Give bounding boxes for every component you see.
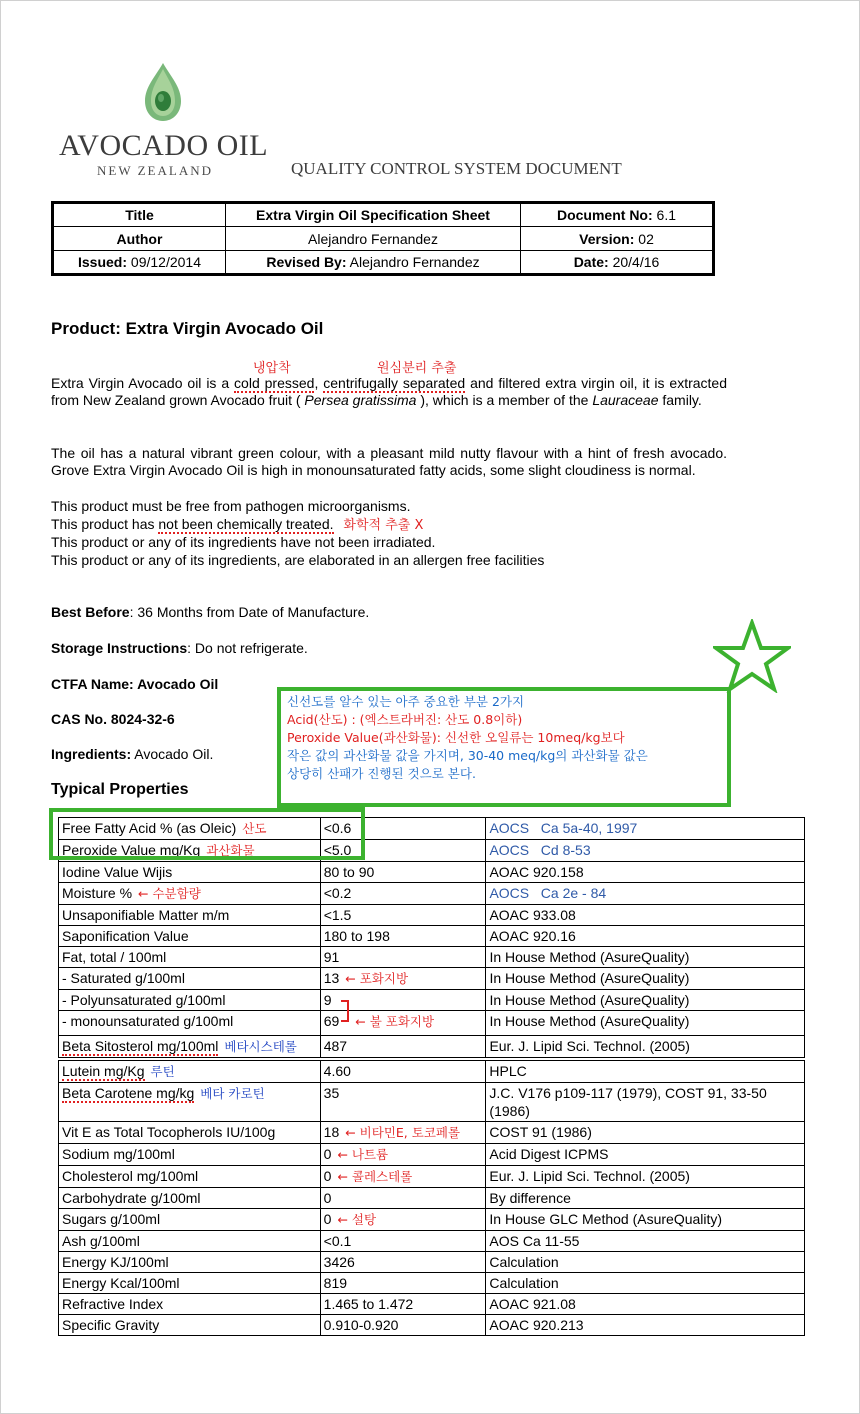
table-row (59, 862, 805, 883)
property-value: <0.2 (323, 885, 352, 901)
callout-line: 신선도를 알수 있는 아주 중요한 부분 2가지 (287, 694, 525, 709)
property-name: - Saturated g/100ml (62, 970, 185, 986)
statement-line: This product or any of its ingredients have not been irradiated. (51, 534, 436, 550)
method-cell (486, 1315, 805, 1336)
method-cell (486, 1273, 805, 1294)
property-name-cell (59, 1209, 321, 1231)
text: family. (658, 392, 702, 408)
cold-pressed-text: cold pressed (234, 375, 315, 391)
table-row (59, 1061, 805, 1083)
header-cell (521, 251, 714, 275)
method-text: Acid Digest ICPMS (489, 1146, 609, 1162)
table-row (59, 1315, 805, 1336)
property-name: Beta Carotene mg/kg (62, 1085, 195, 1101)
method-text: Eur. J. Lipid Sci. Technol. (2005) (489, 1038, 690, 1054)
method-cell (486, 947, 805, 968)
property-name: Energy Kcal/100ml (62, 1275, 180, 1291)
table-row (59, 883, 805, 905)
method-text: In House Method (AsureQuality) (489, 949, 690, 965)
intro-paragraph-1 (51, 375, 727, 409)
property-value: 0 (323, 1190, 332, 1206)
ctfa-name: CTFA Name: Avocado Oil (51, 676, 219, 692)
property-value-cell (320, 1144, 486, 1166)
property-name-cell (59, 905, 321, 926)
ingredients-label: Ingredients: (51, 746, 132, 762)
doc-no-value: 6.1 (656, 207, 677, 223)
value-annotation: ← 포화지방 (345, 971, 409, 986)
date-label: Date: (573, 254, 609, 270)
property-value-cell (320, 1122, 486, 1144)
property-name-cell (59, 1122, 321, 1144)
table-row (59, 1252, 805, 1273)
highlight-box (49, 808, 365, 860)
table-row (59, 1209, 805, 1231)
property-name: Vit E as Total Tocopherols IU/100g (62, 1124, 276, 1140)
species-name: Persea gratissima (304, 392, 417, 408)
property-annotation: 산도 (242, 821, 267, 836)
property-value: <0.6 (323, 820, 352, 836)
text: Extra Virgin Avocado oil is a (51, 375, 235, 391)
property-value-cell (320, 1315, 486, 1336)
property-value: 487 (323, 1038, 348, 1054)
method-standard: AOCS (489, 820, 530, 836)
property-value: 35 (323, 1085, 340, 1101)
callout-line: Peroxide Value(과산화물): 신선한 오일류는 10meq/kg보다 (287, 730, 625, 745)
property-name-cell (59, 947, 321, 968)
method-cell (486, 883, 805, 905)
table-row (59, 1083, 805, 1122)
method-code: Cd 8-53 (529, 842, 591, 858)
property-value-cell (320, 883, 486, 905)
property-value: 9 (323, 992, 332, 1008)
best-before-value: : 36 Months from Date of Manufacture. (129, 604, 370, 620)
method-text: AOAC 920.158 (489, 864, 584, 880)
ingredients-value: Avocado Oil. (131, 746, 214, 762)
property-name: - monounsaturated g/100ml (62, 1013, 234, 1029)
property-name: Sodium mg/100ml (62, 1146, 175, 1162)
table-row (59, 1166, 805, 1188)
property-annotation: 베타 카로틴 (200, 1086, 265, 1101)
avocado-drop-logo-icon (141, 61, 185, 123)
property-value-cell (320, 862, 486, 883)
highlight-connector (277, 803, 365, 811)
header-row (53, 251, 714, 275)
revised-value: Alejandro Fernandez (349, 254, 480, 270)
header-cell: Author (53, 227, 226, 251)
property-value-cell (320, 926, 486, 947)
property-name: Moisture % (62, 885, 133, 901)
property-name: Cholesterol mg/100ml (62, 1168, 199, 1184)
not-chemically-treated-text: not been chemically treated. (158, 516, 334, 532)
property-annotation: 베타시스테롤 (224, 1039, 297, 1054)
method-text: AOAC 920.16 (489, 928, 576, 944)
method-cell (486, 968, 805, 990)
table-row (59, 905, 805, 926)
method-text: In House GLC Method (AsureQuality) (489, 1211, 723, 1227)
property-value-cell (320, 1036, 486, 1058)
date-value: 20/4/16 (612, 254, 660, 270)
property-value: 3426 (323, 1254, 355, 1270)
cas-number: CAS No. 8024-32-6 (51, 711, 175, 727)
property-name: - Polyunsaturated g/100ml (62, 992, 226, 1008)
logo-subtitle: NEW ZEALAND (97, 163, 213, 178)
header-cell (521, 227, 714, 251)
value-annotation: ← 불 포화지방 (355, 1014, 435, 1029)
logo-title: AVOCADO OIL (59, 129, 269, 162)
method-text: J.C. V176 p109-117 (1979), COST 91, 33-50 (1986) (489, 1085, 767, 1119)
property-annotation: 루틴 (150, 1064, 175, 1079)
method-text: Calculation (489, 1254, 559, 1270)
text: ), which is a member of the (416, 392, 593, 408)
typical-properties-heading: Typical Properties (51, 781, 189, 798)
method-text: HPLC (489, 1063, 527, 1079)
property-name: Free Fatty Acid % (as Oleic) (62, 820, 237, 836)
callout-line: Acid(산도) : (엑스트라버진: 산도 0.8이하) (287, 712, 523, 727)
property-name-cell (59, 1231, 321, 1252)
table-row (59, 1294, 805, 1315)
statement-line: This product must be free from pathogen microorganisms. (51, 498, 411, 514)
method-text: In House Method (AsureQuality) (489, 1013, 690, 1029)
header-cell: Extra Virgin Oil Specification Sheet (226, 203, 521, 227)
method-text: AOAC 933.08 (489, 907, 576, 923)
property-annotation: 과산화물 (206, 843, 255, 858)
method-text: Eur. J. Lipid Sci. Technol. (2005) (489, 1168, 690, 1184)
table-row (59, 1273, 805, 1294)
header-cell (521, 203, 714, 227)
method-text: AOAC 921.08 (489, 1296, 576, 1312)
statement-line: This product or any of its ingredients, are elaborated in an allergen free facilities (51, 552, 545, 568)
property-value: 69 (323, 1013, 340, 1029)
property-name: Saponification Value (62, 928, 189, 944)
table-row (59, 926, 805, 947)
property-name: Ash g/100ml (62, 1233, 140, 1249)
method-cell (486, 926, 805, 947)
intro-paragraph-2: The oil has a natural vibrant green colour, with a pleasant mild nutty flavour with a hint of fresh avocado. Grove Extra Virgin Avocado Oil is high in monounsaturated fatty acids, some slight cloudiness is normal. (51, 445, 727, 478)
property-name-cell (59, 1188, 321, 1209)
property-value-cell (320, 1273, 486, 1294)
method-cell (486, 1061, 805, 1083)
header-row (53, 203, 714, 227)
property-name: Unsaponifiable Matter m/m (62, 907, 230, 923)
property-annotation: ← 수분함량 (138, 886, 201, 901)
property-name-cell (59, 1061, 321, 1083)
method-cell (486, 1231, 805, 1252)
table-row (59, 1144, 805, 1166)
header-row (53, 227, 714, 251)
property-name-cell (59, 883, 321, 905)
method-cell (486, 1122, 805, 1144)
property-value-cell (320, 1252, 486, 1273)
property-name: Energy KJ/100ml (62, 1254, 169, 1270)
table-row (59, 1122, 805, 1144)
storage-label: Storage Instructions (51, 640, 188, 656)
method-cell (486, 818, 805, 840)
issued-value: 09/12/2014 (130, 254, 201, 270)
table-row (59, 1188, 805, 1209)
property-value-cell (320, 1231, 486, 1252)
method-text: COST 91 (1986) (489, 1124, 592, 1140)
table-row (59, 990, 805, 1011)
annotation-cold-pressed: 냉압착 (253, 361, 291, 376)
property-value-cell (320, 1209, 486, 1231)
property-value: 819 (323, 1275, 348, 1291)
doc-no-label: Document No: (556, 207, 653, 223)
property-value: 91 (323, 949, 340, 965)
revised-label: Revised By: (266, 254, 347, 270)
method-cell (486, 1036, 805, 1058)
property-value-cell (320, 1011, 486, 1036)
method-text: By difference (489, 1190, 571, 1206)
method-text: AOAC 920.213 (489, 1317, 584, 1333)
table-row (59, 1036, 805, 1058)
version-label: Version: (579, 230, 635, 247)
property-value: 0.910-0.920 (323, 1317, 399, 1333)
issued-label: Issued: (78, 254, 128, 270)
property-value-cell (320, 1166, 486, 1188)
property-value-cell (320, 905, 486, 926)
best-before-label: Best Before (51, 604, 130, 620)
method-text: AOS Ca 11-55 (489, 1233, 580, 1249)
property-value: 1.465 to 1.472 (323, 1296, 414, 1312)
property-name: Fat, total / 100ml (62, 949, 167, 965)
property-name-cell (59, 1144, 321, 1166)
method-text: Calculation (489, 1275, 559, 1291)
method-standard: AOCS (489, 885, 530, 901)
property-name-cell (59, 1315, 321, 1336)
property-value: 0 (323, 1211, 332, 1227)
header-cell (53, 251, 226, 275)
property-name-cell (59, 926, 321, 947)
storage-value: : Do not refrigerate. (187, 640, 308, 656)
property-name: Specific Gravity (62, 1317, 160, 1333)
callout-text (287, 693, 648, 783)
property-name-cell (59, 1252, 321, 1273)
table-row (59, 968, 805, 990)
header-cell: Alejandro Fernandez (226, 227, 521, 251)
document-type: QUALITY CONTROL SYSTEM DOCUMENT (291, 159, 622, 178)
property-name-cell (59, 1166, 321, 1188)
method-cell (486, 840, 805, 862)
property-name-cell (59, 1011, 321, 1036)
callout-line: 상당히 산패가 진행된 것으로 본다. (287, 766, 476, 781)
property-value: 80 to 90 (323, 864, 375, 880)
method-cell (486, 1209, 805, 1231)
property-name: Beta Sitosterol mg/100ml (62, 1038, 219, 1054)
method-cell (486, 1294, 805, 1315)
property-name-cell (59, 1273, 321, 1294)
text: This product has (51, 516, 159, 532)
property-name-cell (59, 990, 321, 1011)
property-name: Refractive Index (62, 1296, 164, 1312)
text: and filtered extra virgin oil, it is extracted from New Zealand grown Avocado fruit ( (51, 375, 727, 408)
property-name-cell (59, 1036, 321, 1058)
property-value: 4.60 (323, 1063, 351, 1079)
method-text: In House Method (AsureQuality) (489, 970, 690, 986)
table-row (59, 947, 805, 968)
property-name-cell (59, 1083, 321, 1122)
property-name-cell (59, 1294, 321, 1315)
properties-table-2 (58, 1060, 805, 1336)
ingredients (51, 746, 213, 763)
value-annotation: ← 콜레스테롤 (337, 1169, 413, 1184)
bracket-mark (341, 1000, 349, 1022)
method-cell (486, 1166, 805, 1188)
value-annotation: ← 비타민E, 토코페롤 (345, 1125, 461, 1140)
method-standard: AOCS (489, 842, 530, 858)
value-annotation: ← 설탕 (337, 1212, 377, 1227)
property-value: 0 (323, 1168, 332, 1184)
property-name: Sugars g/100ml (62, 1211, 161, 1227)
table-row (59, 1011, 805, 1036)
property-value: 18 (323, 1124, 340, 1140)
header-cell: Title (53, 203, 226, 227)
method-text: In House Method (AsureQuality) (489, 992, 690, 1008)
header-cell (226, 251, 521, 275)
method-cell (486, 1188, 805, 1209)
storage-instructions (51, 640, 308, 657)
method-cell (486, 1144, 805, 1166)
property-value-cell (320, 1083, 486, 1122)
property-value: <0.1 (323, 1233, 352, 1249)
property-value: 13 (323, 970, 340, 986)
version-value: 02 (638, 230, 654, 247)
method-cell (486, 1011, 805, 1036)
property-name-cell (59, 968, 321, 990)
table-row (59, 1231, 805, 1252)
method-cell (486, 990, 805, 1011)
annotation-no-chemical: 화학적 추출 X (343, 518, 424, 533)
method-cell (486, 905, 805, 926)
callout-line: 작은 값의 과산화물 값을 가지며, 30-40 meq/kg의 과산화물 값은 (287, 748, 648, 763)
annotation-centrifugal: 원심분리 추출 (377, 361, 457, 376)
product-heading: Product: Extra Virgin Avocado Oil (51, 319, 324, 338)
property-value: 180 to 198 (323, 928, 390, 944)
property-value-cell (320, 1061, 486, 1083)
document-header-table (51, 201, 715, 276)
text: , (314, 375, 324, 391)
method-cell (486, 1083, 805, 1122)
property-value-cell (320, 1294, 486, 1315)
property-value-cell (320, 968, 486, 990)
property-value: <1.5 (323, 907, 352, 923)
property-value-cell (320, 947, 486, 968)
star-icon (713, 619, 791, 693)
property-name: Peroxide Value mq/Kg (62, 842, 201, 858)
best-before (51, 604, 369, 621)
method-cell (486, 1252, 805, 1273)
method-code: Ca 2e - 84 (529, 885, 607, 901)
family-name: Lauraceae (592, 392, 659, 408)
method-cell (486, 862, 805, 883)
property-value: 0 (323, 1146, 332, 1162)
centrifugal-text: centrifugally separated (323, 375, 466, 391)
method-code: Ca 5a-40, 1997 (529, 820, 638, 836)
property-value: <5.0 (323, 842, 352, 858)
property-name-cell (59, 862, 321, 883)
property-name: Iodine Value Wijis (62, 864, 173, 880)
value-annotation: ← 나트륨 (337, 1147, 389, 1162)
statement-line (51, 516, 423, 534)
property-name: Lutein mg/Kg (62, 1063, 145, 1079)
property-name: Carbohydrate g/100ml (62, 1190, 201, 1206)
property-value-cell (320, 1188, 486, 1209)
